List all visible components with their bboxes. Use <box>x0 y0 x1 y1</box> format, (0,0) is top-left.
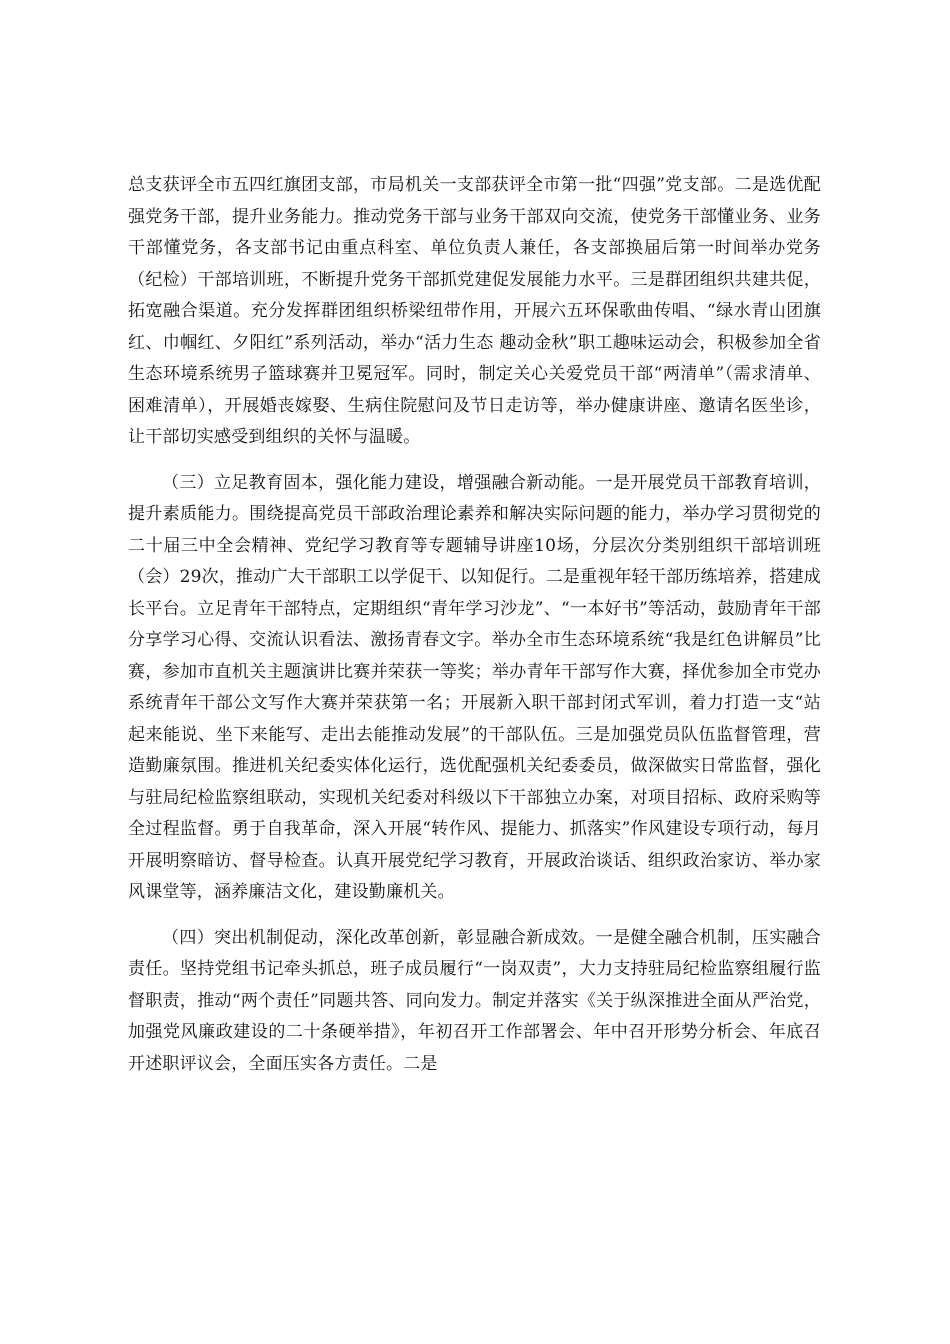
paragraph-continuation: 总支获评全市五四红旗团支部，市局机关一支部获评全市第一批“四强”党支部。二是选优配强党务干部，提升业务能力。推动党务干部与业务干部双向交流，使党务干部懂业务、业务干部懂党务，各支部书记由重点科室、单位负责人兼任，各支部换届后第一时间举办党务（纪检）干部培训班，不断提升党务干部抓党建促发展能力水平。三是群团组织共建共促，拓宽融合渠道。充分发挥群团组织桥梁纽带作用，开展六五环保歌曲传唱、“绿水青山团旗红、巾帼红、夕阳红”系列活动，举办“活力生态 趣动金秋”职工趣味运动会，积极参加全省生态环境系统男子篮球赛并卫冕冠军。同时，制定关心关爱党员干部“两清单”（需求清单、困难清单），开展婚丧嫁娶、生病住院慰问及节日走访等，举办健康讲座、邀请名医坐诊，让干部切实感受到组织的关怀与温暖。 <box>128 175 821 447</box>
paragraph-section-four: （四）突出机制促动，深化改革创新，彰显融合新成效。一是健全融合机制，压实融合责任。坚持党组书记牵头抓总，班子成员履行“一岗双责”，大力支持驻局纪检监察组履行监督职责，推动“两个责任”同题共答、同向发力。制定并落实《关于纵深推进全面从严治党，加强党风廉政建设的二十条硬举措》，年初召开工作部署会、年中召开形势分析会、年底召开述职评议会，全面压实各方责任。二是 <box>128 927 821 1074</box>
paragraph-section-three: （三）立足教育固本，强化能力建设，增强融合新动能。一是开展党员干部教育培训，提升素质能力。围绕提高党员干部政治理论素养和解决实际问题的能力，举办学习贯彻党的二十届三中全会精神、党纪学习教育等专题辅导讲座10场，分层次分类别组织干部培训班（会）29次，推动广大干部职工以学促干、以知促行。二是重视年轻干部历练培养，搭建成长平台。立足青年干部特点，定期组织“青年学习沙龙”、“一本好书”等活动，鼓励青年干部分享学习心得、交流认识看法、激扬青春文字。举办全市生态环境系统“我是红色讲解员”比赛，参加市直机关主题演讲比赛并荣获一等奖；举办青年干部写作大赛，择优参加全市党办系统青年干部公文写作大赛并荣获第一名；开展新入职干部封闭式军训，着力打造一支“站起来能说、坐下来能写、走出去能推动发展”的干部队伍。三是加强党员队伍监督管理，营造勤廉氛围。推进机关纪委实体化运行，选优配强机关纪委委员，做深做实日常监督，强化与驻局纪检监察组联动，实现机关纪委对科级以下干部独立办案，对项目招标、政府采购等全过程监督。勇于自我革命，深入开展“转作风、提能力、抓落实”作风建设专项行动，每月开展明察暗访、督导检查。认真开展党纪学习教育，开展政治谈话、组织政治家访、举办家风课堂等，涵养廉洁文化，建设勤廉机关。 <box>128 472 821 902</box>
document-page <box>128 170 821 1080</box>
